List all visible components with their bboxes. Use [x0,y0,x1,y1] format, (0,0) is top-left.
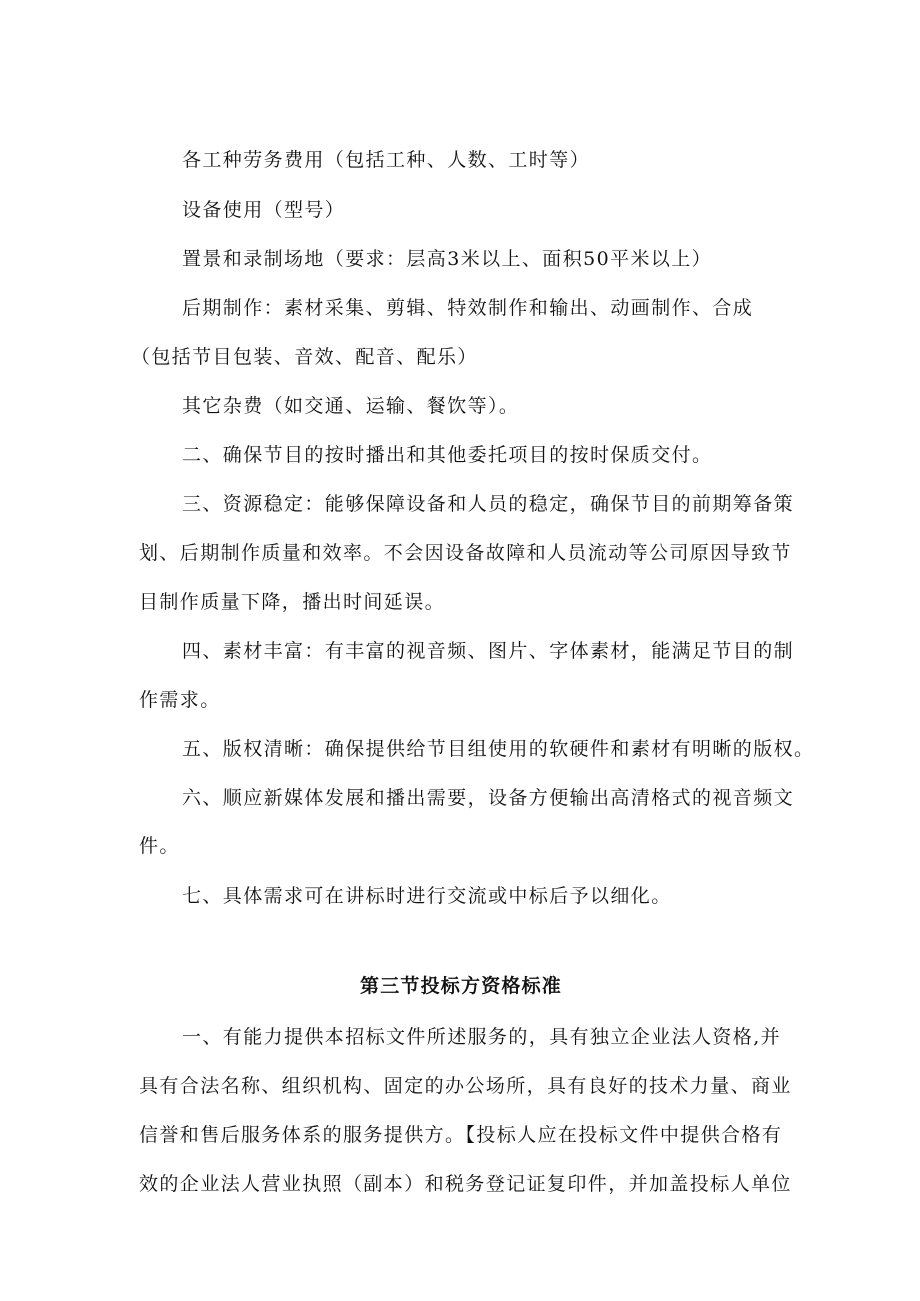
text-line: 三、资源稳定：能够保障设备和人员的稳定，确保节目的前期筹备策 [182,493,795,515]
text-line: 其它杂费（如交通、运输、餐饮等）。 [182,395,520,417]
text-line: 置景和录制场地（要求：层高3米以上、面积50平米以上） [182,248,713,270]
text-line: 六、顺应新媒体发展和播出需要，设备方便输出高清格式的视音频文 [182,787,795,809]
text-line: 各工种劳务费用（包括工种、人数、工时等） [182,149,591,171]
text-line: 二、确保节目的按时播出和其他委托项目的按时保质交付。 [182,444,713,466]
text-line: 效的企业法人营业执照（副本）和税务登记证复印件，并加盖投标人单位 [139,1173,792,1195]
text-line: 四、素材丰富：有丰富的视音频、图片、字体素材，能满足节目的制 [182,640,795,662]
text-line: 五、版权清晰：确保提供给节目组使用的软硬件和素材有明晰的版权。 [182,738,815,760]
text-line: 件。 [139,835,180,857]
text-line: （包括节目包装、音效、配音、配乐） [131,346,478,368]
text-line: 信誉和售后服务体系的服务提供方。【投标人应在投标文件中提供合格有 [139,1124,783,1146]
text-line: 具有合法名称、组织机构、固定的办公场所，具有良好的技术力量、商业 [139,1075,792,1097]
text-line: 一、有能力提供本招标文件所述服务的，具有独立企业法人资格,并 [182,1026,782,1048]
text-line: 划、后期制作质量和效率。不会因设备故障和人员流动等公司原因导致节 [139,542,792,564]
text-line: 七、具体需求可在讲标时进行交流或中标后予以细化。 [182,885,672,907]
section-heading: 第三节投标方资格标准 [360,975,563,997]
text-line: 作需求。 [139,689,221,711]
text-line: 设备使用（型号） [182,199,346,221]
text-line: 后期制作：素材采集、剪辑、特效制作和输出、动画制作、合成 [182,297,754,319]
text-line: 目制作质量下降，播出时间延误。 [139,591,446,613]
